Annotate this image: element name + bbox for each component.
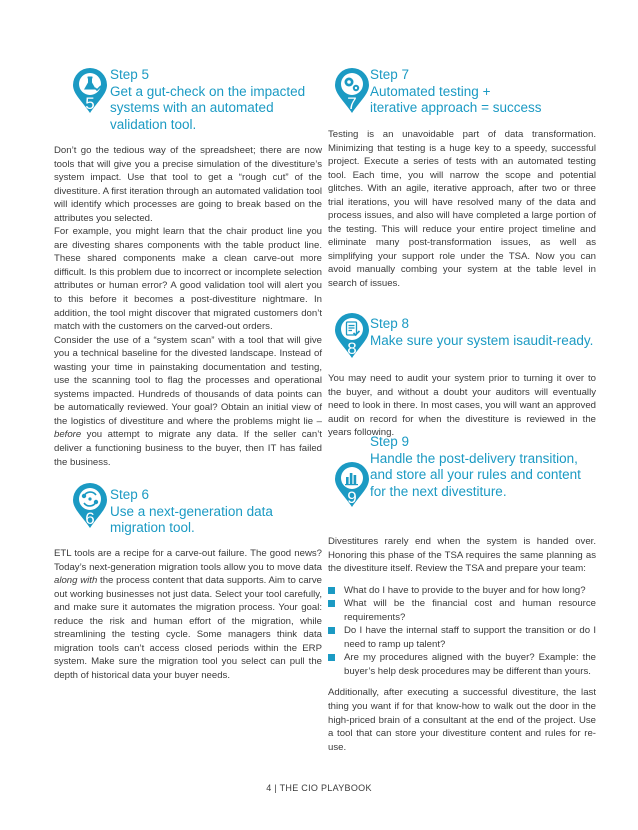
step-9-closing: Additionally, after executing a successful divestiture, the last thing you want if for that know-how to walk out the door in the high-priced brain of a consultant at the end of the project. Use a tool that can store your divestiture content and rules for re-use. xyxy=(328,687,596,753)
step-7-number: 7 xyxy=(347,94,357,113)
step-6-number: 6 xyxy=(85,509,95,528)
step-7-title: Step 7 Automated testing + iterative approach = success xyxy=(370,67,542,115)
step-6-title: Step 6 Use a next-generation data migration tool. xyxy=(110,487,273,535)
step-5-paragraph-2: For example, you might learn that the chair product line you are divesting shares components with the table product line. These shared components make a clean carve-out more difficult. Is this problem due to incorrect or incomplete selection attributes or human error? A good validation tool will alert you to this before it becomes a post-divestiture nightmare. In addition, the tool might discover that migrated customers don’t match with the customers on the carved-out orders. xyxy=(54,226,322,333)
step-8-title: Step 8 Make sure your system isaudit-ready. xyxy=(370,316,594,348)
list-item: What will be the financial cost and human resource requirements? xyxy=(328,597,596,624)
step-8-number: 8 xyxy=(347,339,357,358)
step-8-paragraph-1: You may need to audit your system prior to turning it over to the buyer, and without a doubt your auditors will eventually need to look in there. In most cases, you will want an approved audit on record for when the divestiture is reviewed in the years following. xyxy=(328,373,596,439)
step-6-body xyxy=(54,547,322,682)
step-6-paragraph-1: ETL tools are a recipe for a carve-out failure. The good news? Today’s next-generation migration tools allow you to move data along with the process content that data supports. Aim to carve out working businesses not just data. Select your tool carefully, and make sure it automates the migration process. Your goal: reduce the risk and human effort of the migration, while streamlining the testing cycle. Some managers think data migration tools can’t access closed periods within the ERP system. Make sure the migration tool you select can pull the depth of historical data your buyer needs. xyxy=(54,548,322,681)
page-footer: 4 | THE CIO PLAYBOOK xyxy=(266,783,372,793)
step-5-paragraph-3: Consider the use of a “system scan” with a tool that will give you a technical baseline for the divested landscape. Instead of wasting your time in painstaking documentation and testing, use the scanning tool to flag the processes and operational systems impacted. Hundreds of thousands of data points can be automatically reviewed. Your goal? Obtain an initial view of the logistics of divestiture and where the problems might lie – before you attempt to migrate any data. If the seller can’t deliver a functioning business to the buyer, then IT has failed the business. xyxy=(54,334,322,468)
step-9-title: Step 9 Handle the post-delivery transition, and store all your rules and content for the next divestiture. xyxy=(370,434,581,499)
step-9-badge xyxy=(334,462,370,508)
step-5-body xyxy=(54,144,322,469)
step-5-number: 5 xyxy=(85,94,95,113)
step-9-number: 9 xyxy=(347,488,357,507)
step-6-badge xyxy=(72,483,108,529)
step-7-badge xyxy=(334,68,370,114)
step-9-paragraph-1: Divestitures rarely end when the system is handed over. Honoring this phase of the TSA requires the same planning as the divestiture itself. Review the TSA and prepare your team: xyxy=(328,536,596,575)
step-9-body xyxy=(328,535,596,754)
step-9-checklist xyxy=(328,584,596,679)
list-item: Are my procedures aligned with the buyer? Example: the buyer’s help desk procedures may be different than yours. xyxy=(328,651,596,678)
step-5-title: Step 5 Get a gut-check on the impacted systems with an automated validation tool. xyxy=(110,67,306,132)
step-7-body xyxy=(328,128,596,291)
step-5-badge xyxy=(72,68,108,114)
step-8-body xyxy=(328,372,596,440)
step-8-badge xyxy=(334,313,370,359)
step-5-paragraph-1: Don’t go the tedious way of the spreadsheet; there are now tools that will give you a precise simulation of the divestiture’s system impact. Use that tool to get a “rough cut” of the divestiture. A first iteration through an automated validation tool will identify which processes are going to break based on the attributes you selected. xyxy=(54,145,322,224)
step-7-paragraph-1: Testing is an unavoidable part of data transformation. Minimizing that testing is a huge key to a speedy, successful project. Execute a series of tests with an automated testing tool. Each time, you will narrow the scope and potential glitches. With an agile, iterative approach, after two or three trial iterations, you will have resolved many of the data and process issues, and also will have completed a large portion of the testing. This will reduce your entire project timeline and eliminate many post-transformation issues, as well as simplifying your support role under the TSA. Now you can avoid manually combing your system at the table level in search of issues. xyxy=(328,129,596,290)
list-item: What do I have to provide to the buyer and for how long? xyxy=(328,584,596,598)
list-item: Do I have the internal staff to support the transition or do I need to ramp up talent? xyxy=(328,624,596,651)
